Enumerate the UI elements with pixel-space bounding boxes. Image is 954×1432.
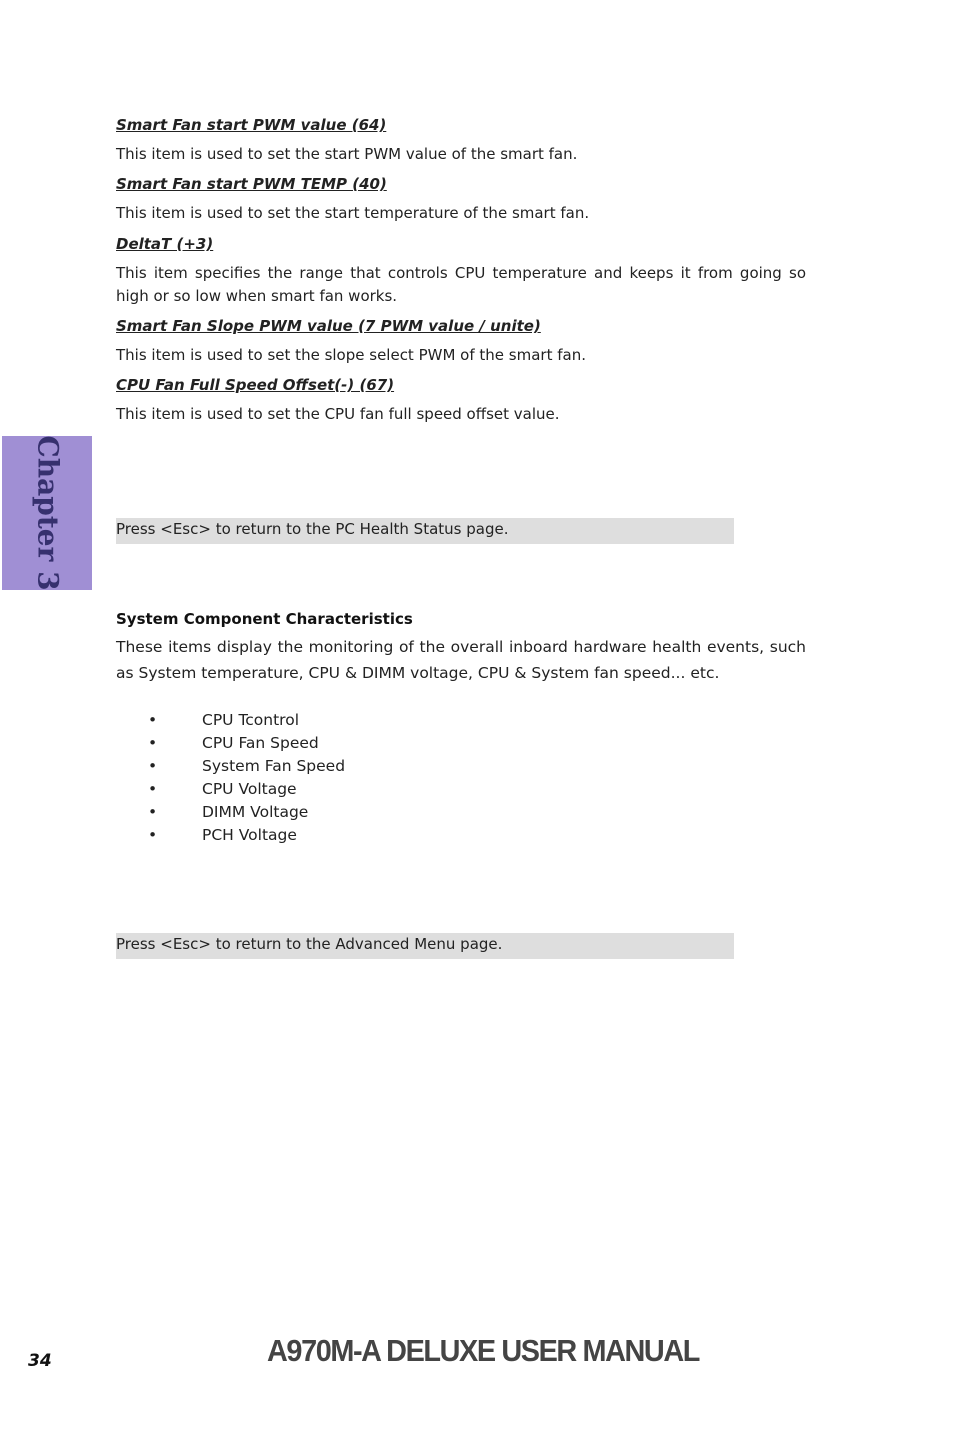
item-desc-smart-fan-start-pwm-temp: This item is used to set the start temperature of the smart fan. xyxy=(116,204,590,222)
list-item xyxy=(148,801,345,824)
list-item xyxy=(148,778,345,801)
list-item-label: DIMM Voltage xyxy=(202,803,309,821)
item-desc-deltat: This item specifies the range that controls CPU temperature and keeps it from going so high or so low when smart fan works. xyxy=(116,264,806,305)
bullet-icon: • xyxy=(148,780,158,798)
chapter-label: Chapter 3 xyxy=(31,435,65,591)
component-list xyxy=(148,709,345,847)
bullet-icon: • xyxy=(148,711,158,729)
section-description: These items display the monitoring of the overall inboard hardware health events, such as System temperature, CPU & DIMM voltage, CPU & System fan speed... etc. xyxy=(116,638,806,682)
bullet-icon: • xyxy=(148,826,158,844)
item-desc-smart-fan-slope-pwm-value: This item is used to set the slope select PWM of the smart fan. xyxy=(116,346,586,364)
list-item-label: CPU Voltage xyxy=(202,780,297,798)
chapter-tab xyxy=(2,436,92,590)
item-title-smart-fan-start-pwm-temp: Smart Fan start PWM TEMP (40) xyxy=(116,175,387,193)
bullet-icon: • xyxy=(148,803,158,821)
list-item xyxy=(148,824,345,847)
item-title-smart-fan-start-pwm-value: Smart Fan start PWM value (64) xyxy=(116,116,387,134)
list-item-label: PCH Voltage xyxy=(202,826,297,844)
list-item xyxy=(148,732,345,755)
item-title-deltat: DeltaT (+3) xyxy=(116,235,214,253)
list-item xyxy=(148,755,345,778)
bullet-icon: • xyxy=(148,734,158,752)
esc-note-pc-health: Press <Esc> to return to the PC Health Status page. xyxy=(116,518,734,544)
page-number: 34 xyxy=(28,1351,52,1371)
list-item-label: CPU Tcontrol xyxy=(202,711,300,729)
list-item-label: CPU Fan Speed xyxy=(202,734,319,752)
list-item xyxy=(148,709,345,732)
esc-note-advanced-menu: Press <Esc> to return to the Advanced Menu page. xyxy=(116,933,734,959)
item-title-smart-fan-slope-pwm-value: Smart Fan Slope PWM value (7 PWM value / unite) xyxy=(116,317,541,335)
item-desc-cpu-fan-full-speed-offset: This item is used to set the CPU fan full speed offset value. xyxy=(116,405,560,423)
item-title-cpu-fan-full-speed-offset: CPU Fan Full Speed Offset(-) (67) xyxy=(116,376,395,394)
manual-title: A970M-A DELUXE USER MANUAL xyxy=(267,1333,699,1368)
item-desc-smart-fan-start-pwm-value: This item is used to set the start PWM value of the smart fan. xyxy=(116,145,578,163)
bullet-icon: • xyxy=(148,757,158,775)
section-heading: System Component Characteristics xyxy=(116,610,413,628)
list-item-label: System Fan Speed xyxy=(202,757,346,775)
